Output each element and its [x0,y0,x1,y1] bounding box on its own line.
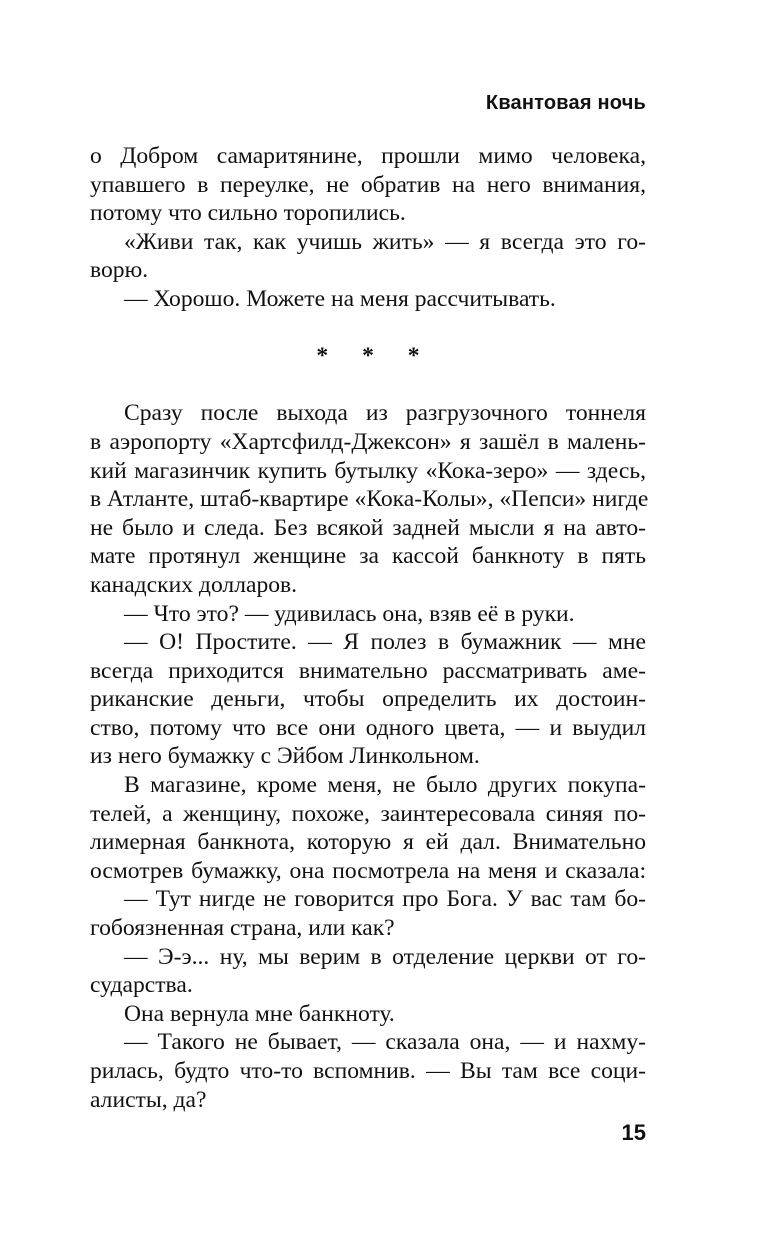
text-line: — Что это? — удивилась она, взяв её в руки. [124,600,575,627]
text-line: кий магазинчик купить бутылку «Кока-зеро» — здесь, [90,457,646,484]
text-line: «Живи так, как учишь жить» — я всегда это го- [124,228,646,255]
text-line: — Хорошо. Можете на меня рассчитывать. [124,285,556,312]
text-line: всегда приходится внимательно рассматривать аме- [90,657,646,684]
text-line: мате протянул женщине за кассой банкноту в пять [90,543,646,570]
page-number: 15 [621,1120,646,1145]
text-line: лимерная банкнота, которую я ей дал. Внимательно [90,829,646,856]
text-line: в Атланте, штаб-квартире «Кока-Колы», «Пепси» нигде [90,486,649,513]
text-line: риканские деньги, чтобы определить их достоин- [90,686,646,713]
blank-line [90,314,646,343]
section-break-asterism: * * * [316,343,434,370]
text-line: потому что сильно торопились. [90,200,406,227]
text-line: о Добром самаритянине, прошли мимо человека, [90,143,646,169]
text-line: телей, а женщину, похоже, заинтересовала синяя по- [90,800,646,827]
text-line: Сразу после выхода из разгрузочного тоннеля [124,400,646,427]
text-line: гобоязненная страна, или как? [90,915,395,942]
text-line: — Э-э... ну, мы верим в отделение церкви от го- [124,943,646,970]
text-line: из него бумажку с Эйбом Линкольном. [90,743,480,770]
text-line: — Тут нигде не говорится про Бога. У вас там бо- [124,886,646,913]
text-line: ворю. [90,257,149,284]
text-line: рилась, будто что-то вспомнив. — Вы там все соци- [90,1058,646,1084]
text-line: канадских долларов. [90,571,298,598]
text-line: в аэропорту «Хартсфилд-Джексон» я зашёл в малень- [90,428,646,455]
text-line: алисты, да? [90,1086,207,1113]
text-line: Она вернула мне банкноту. [124,1000,395,1027]
text-line: осмотрев бумажку, она посмотрела на меня и сказала: [90,857,646,884]
text-line: — Такого не бывает, — сказала она, — и нахму- [124,1029,646,1056]
text-line: — О! Простите. — Я полез в бумажник — мне [124,629,646,656]
body-text [90,142,649,1114]
running-head: Квантовая ночь [485,92,646,114]
text-line: упавшего в переулке, не обратив на него внимания, [90,171,646,198]
text-line: сударства. [90,972,193,999]
text-line: В магазине, кроме меня, не было других покупа- [124,772,646,799]
text-line: ство, потому что все они одного цвета, — и выудил [90,714,646,741]
blank-line [90,371,646,400]
text-line: не было и следа. Без всякой задней мысли я на авто- [90,514,646,541]
